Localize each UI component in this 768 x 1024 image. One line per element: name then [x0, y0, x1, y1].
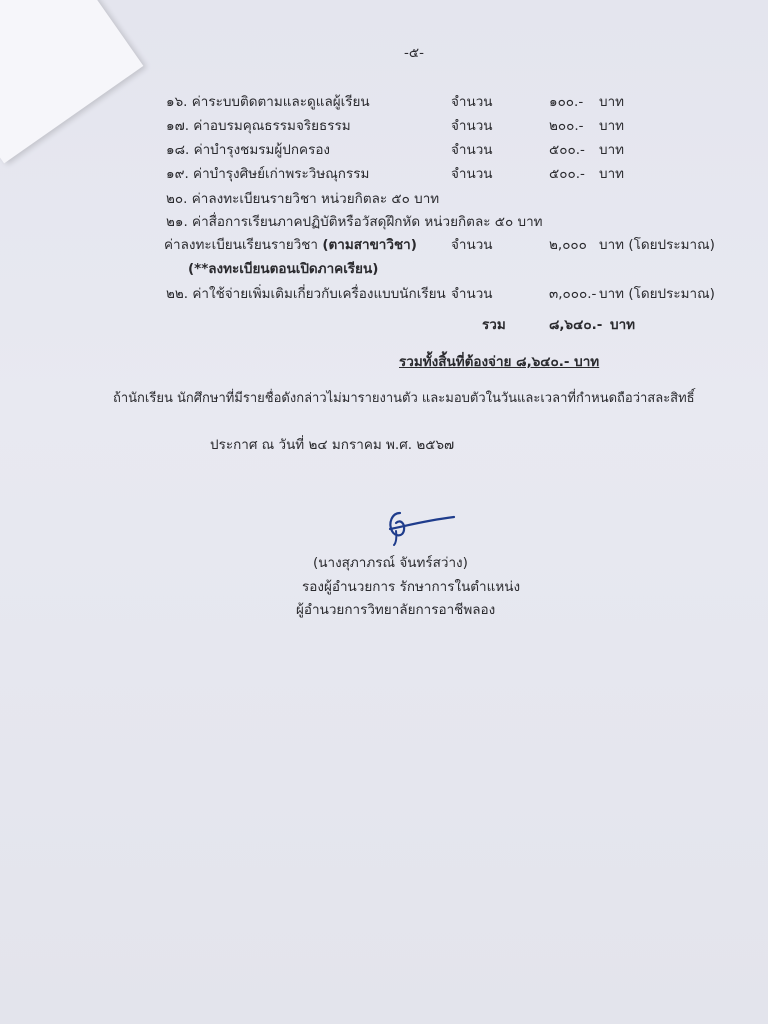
item-16-qty: จำนวน	[451, 94, 493, 110]
signer-name: (นางสุภาภรณ์ จันทร์สว่าง)	[313, 555, 468, 571]
registration-label: ค่าลงทะเบียนเรียนรายวิชา (ตามสาขาวิชา)	[164, 237, 417, 253]
item-21-label: ๒๑. ค่าสื่อการเรียนภาคปฏิบัติหรือวัสดุฝึกหัด หน่วยกิตละ ๕๐ บาท	[166, 214, 543, 230]
item-17-amount: ๒๐๐.-	[549, 118, 584, 134]
page-number: -๕-	[404, 45, 424, 61]
item-18-qty: จำนวน	[451, 142, 493, 158]
item-18-label: ๑๘. ค่าบำรุงชมรมผู้ปกครอง	[166, 142, 331, 158]
registration-amount: ๒,๐๐๐	[549, 237, 587, 253]
announcement-date: ประกาศ ณ วันที่ ๒๔ มกราคม พ.ศ. ๒๕๖๗	[210, 437, 455, 453]
item-20-label: ๒๐. ค่าลงทะเบียนรายวิชา หน่วยกิตละ ๕๐ บาท	[166, 191, 440, 207]
paper-corner	[0, 0, 143, 163]
signer-position-2: ผู้อำนวยการวิทยาลัยการอาชีพลอง	[296, 602, 496, 618]
item-22-amount: ๓,๐๐๐.-	[549, 286, 597, 302]
item-22-qty: จำนวน	[451, 286, 493, 302]
item-16-unit: บาท	[599, 94, 625, 110]
registration-unit: บาท (โดยประมาณ)	[599, 237, 715, 253]
subtotal-unit: บาท	[610, 317, 636, 333]
grand-total: รวมทั้งสิ้นที่ต้องจ่าย ๘,๖๔๐.- บาท	[399, 354, 600, 370]
item-17-unit: บาท	[599, 118, 625, 134]
item-17-label: ๑๗. ค่าอบรมคุณธรรมจริยธรรม	[166, 118, 351, 134]
item-16-label: ๑๖. ค่าระบบติดตามและดูแลผู้เรียน	[166, 94, 370, 110]
signer-position-1: รองผู้อำนวยการ รักษาการในตำแหน่ง	[302, 579, 521, 595]
item-18-amount: ๕๐๐.-	[549, 142, 585, 158]
subtotal-amount: ๘,๖๔๐.-	[549, 317, 603, 333]
item-22-unit: บาท (โดยประมาณ)	[599, 286, 715, 302]
registration-label-bold: (ตามสาขาวิชา)	[322, 237, 417, 253]
notice-text: ถ้านักเรียน นักศึกษาที่มีรายชื่อดังกล่าวไม่มารายงานตัว และมอบตัวในวันและเวลาที่กำหนดถือว่าสละสิทธิ์	[113, 391, 695, 406]
item-19-qty: จำนวน	[451, 166, 493, 182]
item-16-amount: ๑๐๐.-	[549, 94, 584, 110]
item-17-qty: จำนวน	[451, 118, 493, 134]
registration-qty: จำนวน	[451, 237, 493, 253]
item-19-amount: ๕๐๐.-	[549, 166, 585, 182]
subtotal-label: รวม	[482, 317, 506, 333]
item-18-unit: บาท	[599, 142, 625, 158]
registration-note: (**ลงทะเบียนตอนเปิดภาคเรียน)	[188, 261, 379, 277]
item-19-unit: บาท	[599, 166, 625, 182]
signature-mark	[372, 507, 462, 551]
item-22-label: ๒๒. ค่าใช้จ่ายเพิ่มเติมเกี่ยวกับเครื่องแบบนักเรียน	[166, 286, 446, 302]
item-19-label: ๑๙. ค่าบำรุงศิษย์เก่าพระวิษณุกรรม	[166, 166, 370, 182]
